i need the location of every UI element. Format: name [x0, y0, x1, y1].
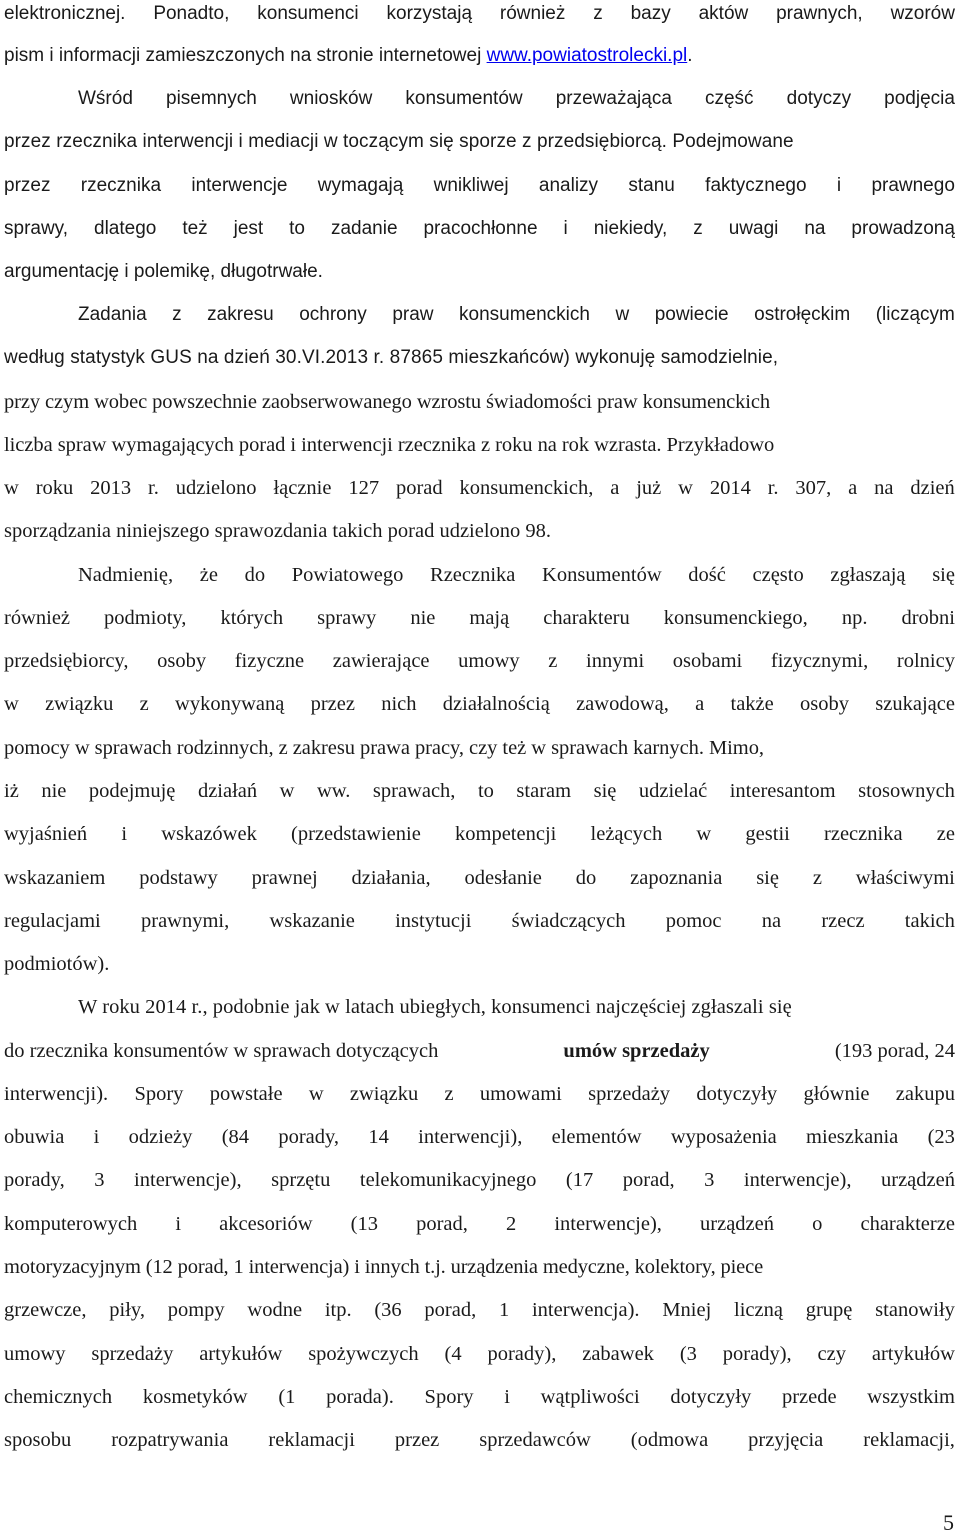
- word: regulacjami: [4, 910, 101, 932]
- word: właściwymi: [855, 867, 955, 889]
- word: rzecz: [821, 910, 865, 932]
- word: przedsiębiorcy,: [4, 650, 129, 672]
- word: sprzętu: [271, 1169, 331, 1191]
- word: przez: [310, 693, 355, 715]
- word: a: [610, 477, 620, 499]
- word: i: [175, 1213, 182, 1235]
- word: faktycznego: [705, 175, 807, 196]
- word: odzieży: [128, 1126, 193, 1148]
- text-line: [4, 1121, 955, 1153]
- word: piły,: [109, 1299, 145, 1321]
- word: roku: [35, 477, 74, 499]
- word: Zadania: [78, 304, 147, 325]
- word: prawnych,: [776, 3, 863, 24]
- word: Spory: [134, 1083, 184, 1105]
- word: konsumenckich,: [459, 477, 594, 499]
- text-line: [4, 386, 955, 418]
- word: w: [678, 477, 693, 499]
- word: sprzedaży: [91, 1343, 174, 1365]
- word: analizy: [538, 175, 599, 196]
- word: z: [593, 3, 603, 24]
- text-span: liczba spraw wymagających porad i interwencji rzecznika z roku na rok wzrasta. Przykładowo: [4, 434, 775, 456]
- word: kompetencji: [455, 823, 557, 845]
- word: urządzeń: [700, 1213, 775, 1235]
- text-span: .: [687, 45, 693, 66]
- word: dotyczyły: [670, 1386, 752, 1408]
- word: w: [279, 780, 295, 802]
- word: często: [752, 564, 804, 586]
- word: świadczących: [511, 910, 626, 932]
- word: fizyczne: [234, 650, 305, 672]
- word: sprawy,: [4, 218, 69, 239]
- word: prawnej: [251, 867, 318, 889]
- word: sposobu: [4, 1429, 72, 1451]
- word: przez: [4, 175, 51, 196]
- word: powstałe: [209, 1083, 283, 1105]
- word: Rzecznika: [430, 564, 516, 586]
- word: konsumenckiego,: [663, 607, 808, 629]
- word: prawnymi,: [141, 910, 230, 932]
- word: pompy: [167, 1299, 225, 1321]
- word: o: [812, 1213, 823, 1235]
- text-span: motoryzacyjnym (12 porad, 1 interwencja) i innych t.j. urządzenia medyczne, kolektory, piece: [4, 1256, 764, 1278]
- word: 3: [704, 1169, 715, 1191]
- word: ostrołęckim: [754, 304, 851, 325]
- word: z: [139, 693, 149, 715]
- word: wyposażenia: [670, 1126, 777, 1148]
- word: reklamacji: [268, 1429, 355, 1451]
- word: porada).: [326, 1386, 394, 1408]
- word: osoby: [157, 650, 207, 672]
- word: ze: [936, 823, 955, 845]
- word: interwencje),: [554, 1213, 662, 1235]
- word: interwencji).: [4, 1083, 109, 1105]
- website-link[interactable]: www.powiatostrolecki.pl: [486, 45, 688, 66]
- word: wykonywaną: [175, 693, 285, 715]
- word: w: [4, 477, 19, 499]
- word: także: [730, 693, 774, 715]
- word: (4: [444, 1343, 462, 1365]
- word: porad,: [622, 1169, 675, 1191]
- word: iż: [4, 780, 19, 802]
- word: zapoznania: [630, 867, 723, 889]
- text-line: [4, 818, 955, 850]
- word: z: [444, 1083, 454, 1105]
- word: grupę: [805, 1299, 853, 1321]
- word: itp.: [324, 1299, 352, 1321]
- word: udzielać: [638, 780, 708, 802]
- word: się: [932, 564, 955, 586]
- word: na: [761, 910, 782, 932]
- text-line: [4, 170, 955, 202]
- word: to: [289, 218, 306, 239]
- text-line: [4, 472, 955, 504]
- word: pisemnych: [166, 88, 257, 109]
- word: konsumentów: [405, 88, 523, 109]
- word: porad,: [424, 1299, 477, 1321]
- word: rolnicy: [896, 650, 955, 672]
- word: osoby: [800, 693, 849, 715]
- word: zawierające: [332, 650, 430, 672]
- word: wskazaniem: [4, 867, 106, 889]
- word: odesłanie: [464, 867, 542, 889]
- word: w: [696, 823, 712, 845]
- word: innymi: [586, 650, 645, 672]
- word: (13: [350, 1213, 378, 1235]
- text-line: [4, 1251, 955, 1283]
- text-span: przy czym wobec powszechnie zaobserwowanego wzrostu świadomości praw konsumenckich: [4, 391, 770, 413]
- word: i: [121, 823, 128, 845]
- word: stanu: [628, 175, 675, 196]
- text-line: [4, 905, 955, 937]
- word: mają: [469, 607, 510, 629]
- word: działalnością: [442, 693, 550, 715]
- word: (23: [927, 1126, 955, 1148]
- word: obuwia: [4, 1126, 65, 1148]
- word: interwencja).: [531, 1299, 640, 1321]
- word: przez: [394, 1429, 440, 1451]
- word: Nadmienię,: [78, 564, 174, 586]
- word: elektronicznej.: [4, 3, 126, 24]
- word: leżących: [590, 823, 663, 845]
- word: mieszkania: [806, 1126, 899, 1148]
- word: na: [804, 218, 826, 239]
- word: staram: [516, 780, 572, 802]
- word: część: [704, 88, 754, 109]
- word: nich: [381, 693, 417, 715]
- word: bazy: [630, 3, 671, 24]
- paragraph-first-line: [78, 83, 955, 115]
- text-line: [4, 40, 955, 72]
- word: wniosków: [289, 88, 373, 109]
- word: Wśród: [78, 88, 133, 109]
- word: liczną: [734, 1299, 783, 1321]
- word: ochrony: [299, 304, 367, 325]
- word: spożywczych: [308, 1343, 419, 1365]
- word: konsumenci: [257, 3, 359, 24]
- word: zgłaszają: [830, 564, 906, 586]
- word: pomoc: [665, 910, 722, 932]
- text-line: [4, 1078, 955, 1110]
- word: czy: [817, 1343, 846, 1365]
- word: takich: [904, 910, 955, 932]
- text-line: [4, 948, 955, 980]
- word: których: [220, 607, 284, 629]
- text-span: pomocy w sprawach rodzinnych, z zakresu prawa pracy, czy też w sprawach karnych. Mimo,: [4, 737, 764, 759]
- word: 127: [348, 477, 380, 499]
- word: interwencji),: [418, 1126, 523, 1148]
- word: zakresu: [207, 304, 274, 325]
- word: stosownych: [858, 780, 955, 802]
- word: dość: [688, 564, 726, 586]
- text-line: [4, 213, 955, 245]
- text-span: W roku 2014 r., podobnie jak w latach ubiegłych, konsumenci najczęściej zgłaszali się: [78, 996, 792, 1018]
- text-span: przez rzecznika interwencji i mediacji w toczącym się sporze z przedsiębiorcą. Podejmowane: [4, 131, 794, 152]
- word: Mniej: [662, 1299, 712, 1321]
- page-number: 5: [943, 1510, 954, 1535]
- word: korzystają: [386, 3, 473, 24]
- word: w: [308, 1083, 324, 1105]
- word: Spory: [424, 1386, 474, 1408]
- text-line: [4, 342, 955, 374]
- word: komputerowych: [4, 1213, 138, 1235]
- word: np.: [841, 607, 868, 629]
- text-line: [4, 515, 955, 547]
- word: 1: [498, 1299, 510, 1321]
- text-line: [4, 1294, 955, 1326]
- word: r.: [767, 477, 779, 499]
- word: sprzedaży: [588, 1083, 671, 1105]
- word: porad,: [416, 1213, 468, 1235]
- word: telekomunikacyjnego: [359, 1169, 537, 1191]
- word: do: [244, 564, 266, 586]
- word: wątpliwości: [540, 1386, 640, 1408]
- word: się: [593, 780, 617, 802]
- word: rzecznika: [824, 823, 903, 845]
- word: i: [93, 1126, 100, 1148]
- word: umowy: [4, 1343, 66, 1365]
- word: prawnego: [871, 175, 955, 196]
- word: przyjęcia: [748, 1429, 824, 1451]
- word: rzecznika: [80, 175, 162, 196]
- paragraph-first-line: [78, 991, 955, 1023]
- word: interwencje: [191, 175, 288, 196]
- word: konsumenckich: [459, 304, 590, 325]
- word: a: [848, 477, 858, 499]
- text-span: podmiotów).: [4, 953, 110, 975]
- word: interesantom: [729, 780, 836, 802]
- word: działania,: [351, 867, 431, 889]
- text-line: [4, 688, 955, 720]
- text-line: [4, 1208, 955, 1240]
- word: stanowiły: [875, 1299, 955, 1321]
- word: (36: [374, 1299, 402, 1321]
- text-line: [4, 602, 955, 634]
- word: się: [756, 867, 779, 889]
- word: gestii: [745, 823, 790, 845]
- word: wszystkim: [867, 1386, 955, 1408]
- word: zabawek: [582, 1343, 654, 1365]
- word: sprawach,: [372, 780, 456, 802]
- word: charakteru: [543, 607, 630, 629]
- word: jest: [233, 218, 264, 239]
- text-line: [4, 1424, 955, 1456]
- word: powiecie: [654, 304, 729, 325]
- text-line: [4, 862, 955, 894]
- word: ww.: [316, 780, 351, 802]
- word: na: [874, 477, 894, 499]
- word: działań: [197, 780, 258, 802]
- word: już: [636, 477, 662, 499]
- text-line: [4, 429, 955, 461]
- word: wymagają: [317, 175, 404, 196]
- word: nie: [410, 607, 436, 629]
- text-span: do rzecznika konsumentów w sprawach dotyczących: [4, 1040, 444, 1062]
- text-span: (193 porad, 24: [829, 1040, 955, 1062]
- word: artykułów: [199, 1343, 283, 1365]
- word: przede: [781, 1386, 837, 1408]
- word: zawodową,: [576, 693, 669, 715]
- word: pracochłonne: [423, 218, 538, 239]
- word: podjęcia: [884, 88, 955, 109]
- word: podejmuję: [88, 780, 176, 802]
- word: grzewcze,: [4, 1299, 87, 1321]
- paragraph-first-line: [78, 299, 955, 331]
- word: zakupu: [895, 1083, 955, 1105]
- text-line: [4, 1338, 955, 1370]
- word: również: [499, 3, 566, 24]
- word: praw: [392, 304, 434, 325]
- word: z: [172, 304, 182, 325]
- word: r.: [148, 477, 159, 499]
- word: uwagi: [728, 218, 779, 239]
- word: zadanie: [330, 218, 398, 239]
- word: głównie: [803, 1083, 870, 1105]
- word: też: [182, 218, 208, 239]
- word: rozpatrywania: [111, 1429, 229, 1451]
- word: porad: [395, 477, 443, 499]
- text-span: argumentację i polemikę, długotrwałe.: [4, 261, 323, 282]
- word: drobni: [901, 607, 955, 629]
- word: artykułów: [871, 1343, 955, 1365]
- word: interwencje),: [134, 1169, 242, 1191]
- word: 2: [505, 1213, 517, 1235]
- word: niekiedy,: [593, 218, 668, 239]
- word: instytucji: [395, 910, 472, 932]
- emphasis-text: umów sprzedaży: [563, 1040, 710, 1062]
- word: umowami: [479, 1083, 562, 1105]
- text-line: [4, 1035, 955, 1067]
- word: porady),: [722, 1343, 792, 1365]
- text-line: [4, 645, 955, 677]
- word: umowy: [458, 650, 520, 672]
- word: osobami: [672, 650, 743, 672]
- word: do: [575, 867, 597, 889]
- word: (84: [221, 1126, 250, 1148]
- word: wyjaśnień: [4, 823, 88, 845]
- text-line: [4, 775, 955, 807]
- word: i: [563, 218, 568, 239]
- word: kosmetyków: [142, 1386, 248, 1408]
- word: i: [836, 175, 842, 196]
- text-span: według statystyk GUS na dzień 30.VI.2013 r. 87865 mieszkańców) wykonuję samodzielnie,: [4, 347, 779, 368]
- text-line: [4, 1164, 955, 1196]
- word: (liczącym: [875, 304, 955, 325]
- word: wskazówek: [161, 823, 257, 845]
- word: aktów: [698, 3, 749, 24]
- word: wodne: [247, 1299, 303, 1321]
- word: to: [477, 780, 494, 802]
- word: prowadzoną: [851, 218, 955, 239]
- word: Konsumentów: [542, 564, 662, 586]
- word: 3: [94, 1169, 105, 1191]
- word: akcesoriów: [219, 1213, 313, 1235]
- word: z: [548, 650, 558, 672]
- word: dzień: [910, 477, 955, 499]
- word: urządzeń: [881, 1169, 955, 1191]
- word: dotyczyły: [696, 1083, 778, 1105]
- word: (przedstawienie: [291, 823, 421, 845]
- word: porady,: [278, 1126, 340, 1148]
- word: interwencje),: [743, 1169, 852, 1191]
- text-line: [4, 256, 955, 288]
- word: 307,: [795, 477, 832, 499]
- word: dlatego: [94, 218, 157, 239]
- word: z: [812, 867, 822, 889]
- word: szukające: [875, 693, 955, 715]
- word: związku: [349, 1083, 419, 1105]
- word: porady),: [487, 1343, 557, 1365]
- word: z: [693, 218, 703, 239]
- text-line: [4, 126, 955, 158]
- word: również: [4, 607, 71, 629]
- word: podstawy: [139, 867, 218, 889]
- word: (3: [679, 1343, 697, 1365]
- word: Ponadto,: [153, 3, 230, 24]
- word: chemicznych: [4, 1386, 113, 1408]
- word: w: [4, 693, 19, 715]
- word: że: [199, 564, 218, 586]
- word: wskazanie: [269, 910, 355, 932]
- word: 2013: [90, 477, 132, 499]
- word: Powiatowego: [291, 564, 404, 586]
- word: charakterze: [860, 1213, 955, 1235]
- word: udzielono: [175, 477, 257, 499]
- word: wnikliwej: [433, 175, 509, 196]
- word: podmioty,: [104, 607, 187, 629]
- word: fizycznymi,: [770, 650, 869, 672]
- word: przeważająca: [555, 88, 672, 109]
- word: sprzedawców: [479, 1429, 591, 1451]
- word: w: [615, 304, 630, 325]
- word: nie: [41, 780, 67, 802]
- text-line: [4, 732, 955, 764]
- text-span: sporządzania niniejszego sprawozdania takich porad udzielono 98.: [4, 520, 552, 542]
- word: (odmowa: [630, 1429, 709, 1451]
- text-span: pism i informacji zamieszczonych na stronie internetowej: [4, 45, 487, 66]
- word: dotyczy: [786, 88, 852, 109]
- word: a: [695, 693, 705, 715]
- word: porady,: [4, 1169, 65, 1191]
- word: związku: [45, 693, 114, 715]
- word: łącznie: [273, 477, 332, 499]
- word: reklamacji,: [863, 1429, 955, 1451]
- word: 2014: [709, 477, 751, 499]
- word: sprawy: [317, 607, 377, 629]
- word: (1: [278, 1386, 296, 1408]
- text-line: [4, 0, 955, 30]
- word: 14: [368, 1126, 389, 1148]
- word: i: [504, 1386, 510, 1408]
- word: (17: [565, 1169, 594, 1191]
- word: wzorów: [890, 3, 955, 24]
- text-line: [4, 1381, 955, 1413]
- paragraph-first-line: [78, 559, 955, 591]
- word: elementów: [551, 1126, 642, 1148]
